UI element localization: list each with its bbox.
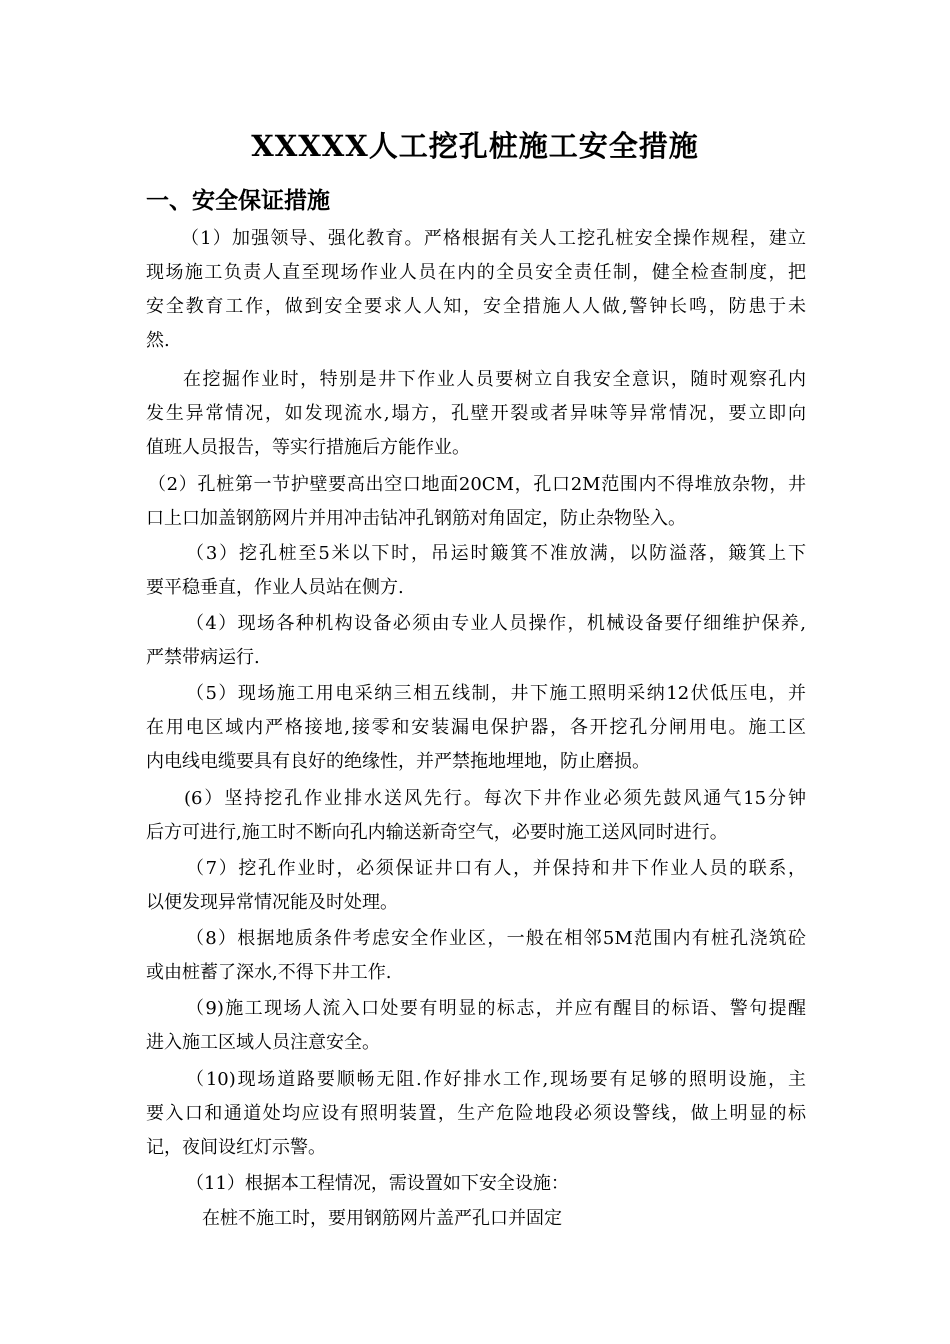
paragraph-line: （4）现场各种机构设备必须由专业人员操作，机械设备要仔细维护保养, bbox=[186, 613, 806, 634]
paragraph-line: 后方可进行,施工时不断向孔内输送新奇空气，必要时施工送风同时进行。 bbox=[146, 822, 728, 843]
paragraph-line: 发生异常情况，如发现流水,塌方，孔壁开裂或者异味等异常情况，要立即向 bbox=[146, 403, 806, 424]
paragraph-line: 值班人员报告，等实行措施后方能作业。 bbox=[146, 437, 470, 458]
paragraph-line: 现场施工负责人直至现场作业人员在内的全员安全责任制，健全检查制度，把 bbox=[146, 262, 806, 283]
paragraph-line: 内电线电缆要具有良好的绝缘性，并严禁拖地埋地，防止磨损。 bbox=[146, 751, 650, 772]
paragraph-line: 要入口和通道处均应设有照明装置，生产危险地段必须设警线，做上明显的标 bbox=[146, 1103, 806, 1124]
paragraph-line: 安全教育工作，做到安全要求人人知，安全措施人人做,警钟长鸣，防患于未 bbox=[146, 296, 806, 317]
paragraph-line: 在挖掘作业时，特别是井下作业人员要树立自我安全意识，随时观察孔内 bbox=[183, 369, 806, 390]
paragraph-line: （2）孔桩第一节护壁要高出空口地面20CM，孔口2M范围内不得堆放杂物，井 bbox=[148, 474, 806, 495]
paragraph-line: （8）根据地质条件考虑安全作业区，一般在相邻5M范围内有桩孔浇筑砼 bbox=[186, 928, 806, 949]
paragraph-line: （9)施工现场人流入口处要有明显的标志，并应有醒目的标语、警句提醒 bbox=[186, 998, 806, 1019]
paragraph-line: 然. bbox=[146, 330, 170, 351]
paragraph-line: （7）挖孔作业时，必须保证井口有人，并保持和井下作业人员的联系， bbox=[186, 858, 806, 879]
paragraph-line: 严禁带病运行. bbox=[146, 647, 260, 668]
paragraph-line: 在桩不施工时，要用钢筋网片盖严孔口并固定 bbox=[202, 1208, 562, 1229]
paragraph-line: （10)现场道路要顺畅无阻.作好排水工作,现场要有足够的照明设施，主 bbox=[186, 1069, 806, 1090]
paragraph-line: 进入施工区域人员注意安全。 bbox=[146, 1032, 380, 1053]
paragraph-line: （11）根据本工程情况，需设置如下安全设施： bbox=[186, 1173, 569, 1194]
section-heading: 一、安全保证措施 bbox=[146, 188, 330, 214]
paragraph-line: 以便发现异常情况能及时处理。 bbox=[146, 892, 398, 913]
paragraph-line: （5）现场施工用电采纳三相五线制，井下施工照明采纳12伏低压电，并 bbox=[186, 683, 806, 704]
paragraph-line: 口上口加盖钢筋网片并用冲击钻冲孔钢筋对角固定，防止杂物坠入。 bbox=[146, 508, 686, 529]
document-title: XXXXX人工挖孔桩施工安全措施 bbox=[251, 129, 699, 163]
paragraph-line: （1）加强领导、强化教育。严格根据有关人工挖孔桩安全操作规程，建立 bbox=[181, 228, 806, 249]
paragraph-line: (6）坚持挖孔作业排水送风先行。每次下井作业必须先鼓风通气15分钟 bbox=[184, 788, 806, 809]
paragraph-line: 在用电区域内严格接地,接零和安装漏电保护器，各开挖孔分闸用电。施工区 bbox=[146, 717, 806, 738]
paragraph-line: 要平稳垂直，作业人员站在侧方. bbox=[146, 577, 404, 598]
paragraph-line: 或由桩蓄了深水,不得下井工作. bbox=[146, 962, 392, 983]
paragraph-line: 记，夜间设红灯示警。 bbox=[146, 1137, 326, 1158]
paragraph-line: （3）挖孔桩至5米以下时，吊运时簸箕不准放满，以防溢落，簸箕上下 bbox=[186, 543, 806, 564]
